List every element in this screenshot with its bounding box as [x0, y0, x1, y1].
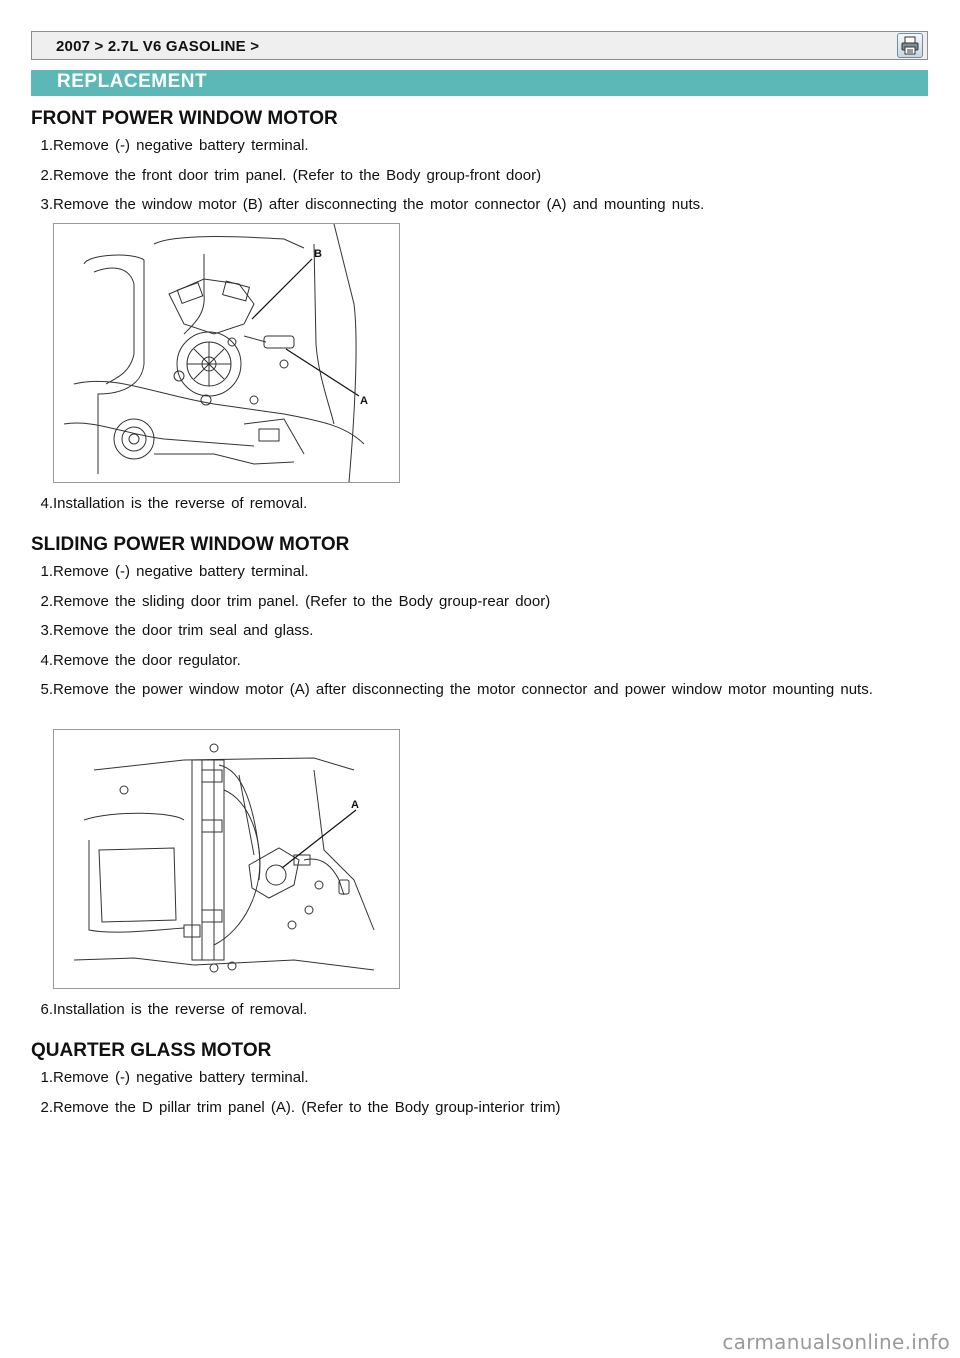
breadcrumb-bar [31, 31, 928, 60]
step-text: Remove the D pillar trim panel (A). (Refer to the Body group-interior trim) [53, 1099, 561, 1116]
section-title-sliding-power-window-motor: SLIDING POWER WINDOW MOTOR [31, 534, 350, 555]
step-number: 2. [40, 1099, 53, 1116]
banner-title: REPLACEMENT [57, 71, 208, 92]
list-item [31, 1098, 921, 1118]
list-item [31, 494, 921, 514]
step-number: 4. [40, 495, 53, 512]
replacement-banner [31, 70, 928, 96]
list-item [31, 1068, 921, 1088]
watermark: carmanualsonline.info [722, 1330, 950, 1354]
step-text: Remove the door trim seal and glass. [53, 622, 314, 639]
list-item [31, 136, 921, 156]
list-item [31, 621, 921, 641]
step-number: 1. [40, 1069, 53, 1086]
print-button[interactable] [897, 33, 923, 58]
sliding-window-motor-illustration [54, 730, 399, 988]
list-item [31, 562, 921, 582]
printer-icon [901, 36, 919, 55]
step-text: Remove the window motor (B) after disconnecting the motor connector (A) and mounting nuts. [53, 196, 705, 213]
front-window-motor-illustration [54, 224, 399, 482]
step-text: Remove the power window motor (A) after disconnecting the motor connector and power window motor mounting nuts. [53, 681, 873, 698]
list-item [31, 651, 921, 671]
step-number: 1. [40, 137, 53, 154]
list-item [31, 166, 921, 186]
list-item [31, 1000, 921, 1020]
step-number: 2. [40, 167, 53, 184]
step-text: Installation is the reverse of removal. [53, 495, 308, 512]
step-number: 2. [40, 593, 53, 610]
list-item [31, 592, 921, 612]
step-text: Remove the sliding door trim panel. (Refer to the Body group-rear door) [53, 593, 551, 610]
step-number: 1. [40, 563, 53, 580]
step-number: 3. [40, 196, 53, 213]
step-text: Remove the door regulator. [53, 652, 241, 669]
step-text: Installation is the reverse of removal. [53, 1001, 308, 1018]
breadcrumb[interactable]: 2007 > 2.7L V6 GASOLINE > [56, 38, 260, 55]
callout-b: B [314, 248, 322, 260]
list-item [31, 195, 921, 215]
callout-a: A [360, 395, 368, 407]
callout-a: A [351, 799, 359, 811]
list-item [31, 680, 921, 700]
step-text: Remove (-) negative battery terminal. [53, 137, 309, 154]
front-window-motor-diagram [53, 223, 400, 483]
sliding-window-motor-diagram [53, 729, 400, 989]
step-number: 3. [40, 622, 53, 639]
section-title-quarter-glass-motor: QUARTER GLASS MOTOR [31, 1040, 272, 1061]
section-title-front-power-window-motor: FRONT POWER WINDOW MOTOR [31, 108, 338, 129]
step-text: Remove (-) negative battery terminal. [53, 1069, 309, 1086]
step-text: Remove (-) negative battery terminal. [53, 563, 309, 580]
step-number: 5. [40, 681, 53, 698]
step-number: 4. [40, 652, 53, 669]
step-number: 6. [40, 1001, 53, 1018]
step-text: Remove the front door trim panel. (Refer to the Body group-front door) [53, 167, 542, 184]
